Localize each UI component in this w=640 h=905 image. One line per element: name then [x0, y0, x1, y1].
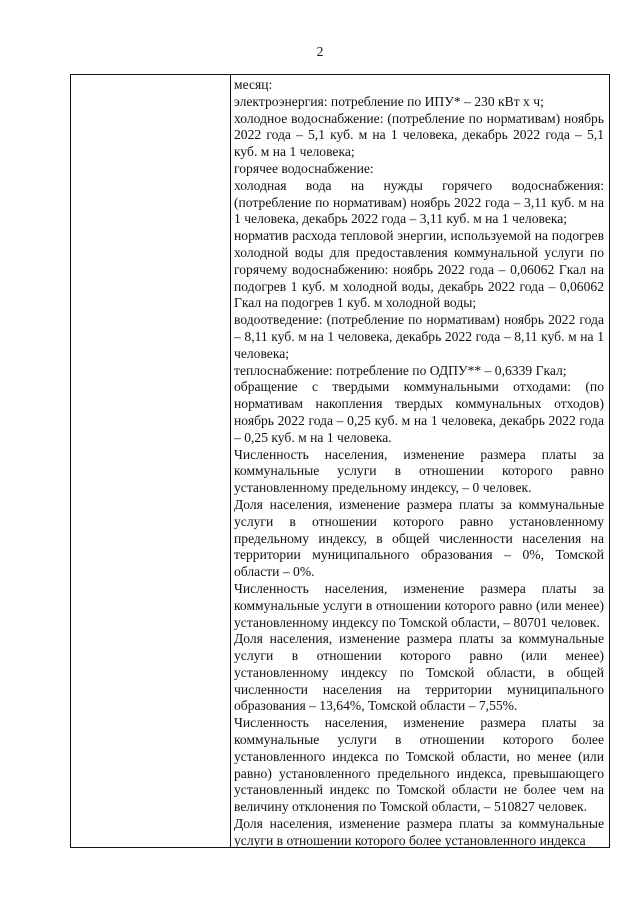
paragraph-share-above-index: Доля населения, изменение размера платы за коммунальные услуги в отношении которого более установленного индекса	[234, 816, 604, 848]
document-table	[70, 74, 610, 848]
paragraph-population-above-index: Численность населения, изменение размера платы за коммунальные услуги в отношении которого более установленного индекса по Томской области, но менее (или равно) установленного предельного индекса, превышающего установленный индекс по Томской области не более чем на величину отклонения по Томской области, – 510827 человек.	[234, 715, 604, 815]
paragraph-population-limit: Численность населения, изменение размера платы за коммунальные услуги в отношении которого равно установленному предельному индексу, – 0 человек.	[234, 446, 604, 496]
paragraph-month: месяц:	[234, 77, 273, 92]
page-number: 2	[316, 44, 324, 59]
paragraph-solid-waste: обращение с твердыми коммунальными отходами: (по нормативам накопления твердых коммунальных отходов) ноябрь 2022 года – 0,25 куб. м на 1 человека, декабрь 2022 года – 0,25 куб. м на 1 человека.	[234, 379, 604, 445]
paragraph-sewerage: водоотведение: (потребление по нормативам) ноябрь 2022 года – 8,11 куб. м на 1 человека, декабрь 2022 года – 8,11 куб. м на 1 человека;	[234, 312, 604, 361]
paragraph-heating: теплоснабжение: потребление по ОДПУ** – 0,6339 Гкал;	[234, 362, 567, 378]
paragraph-share-index: Доля населения, изменение размера платы за коммунальные услуги в отношении которого равно (или менее) установленному индексу по Томской области, в общей численности населения на территории муниципального образования – 13,64%, Томской области – 7,55%.	[234, 631, 604, 714]
paragraph-cold-water: холодное водоснабжение: (потребление по нормативам) ноябрь 2022 года – 5,1 куб. м на 1 человека, декабрь 2022 года – 5,1 куб. м на 1 человека;	[234, 110, 604, 160]
column-divider	[230, 75, 231, 847]
paragraph-cold-water-for-hot: холодная вода на нужды горячего водоснабжения: (потребление по нормативам) ноябрь 2022 года – 3,11 куб. м на 1 человека, декабрь 2022 года – 3,11 куб. м на 1 человека;	[234, 177, 604, 227]
paragraph-electricity: электроэнергия: потребление по ИПУ* – 230 кВт х ч;	[234, 93, 544, 109]
paragraph-population-index: Численность населения, изменение размера платы за коммунальные услуги в отношении которого равно (или менее) установленному индексу по Томской области, – 80701 человек.	[234, 580, 604, 630]
paragraph-hot-water-heading: горячее водоснабжение:	[234, 160, 374, 176]
paragraph-share-limit: Доля населения, изменение размера платы за коммунальные услуги в отношении которого равно установленному предельному индексу, в общей численности населения на территории муниципального образования – 0%, Томской области – 0%.	[234, 496, 604, 580]
table-content-cell	[234, 77, 604, 850]
paragraph-heat-norm: норматив расхода тепловой энергии, используемой на подогрев холодной воды для предоставления коммунальной услуги по горячему водоснабжению: ноябрь 2022 года – 0,06062 Гкал на подогрев 1 куб. м холодной воды, декабрь 2022 года – 0,06062 Гкал на подогрев 1 куб. м холодной воды;	[234, 228, 604, 311]
